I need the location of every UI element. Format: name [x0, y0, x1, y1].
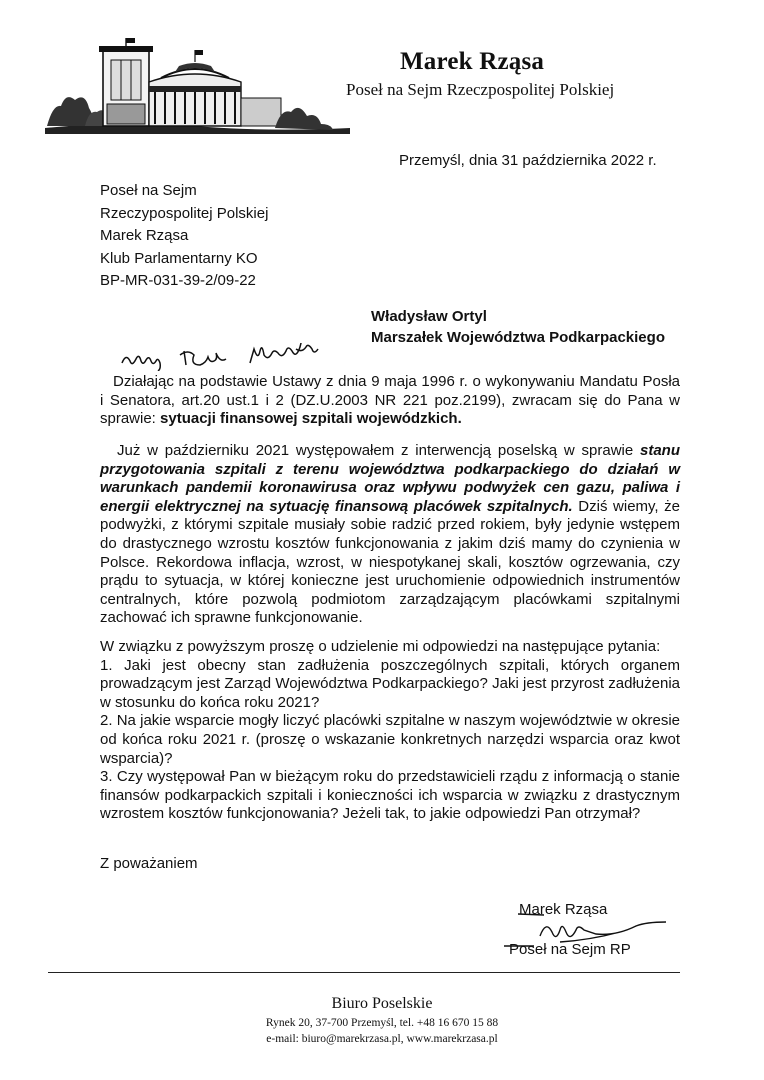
letter-date: Przemyśl, dnia 31 października 2022 r. — [399, 152, 657, 169]
signature-role: Poseł na Sejm RP — [509, 941, 631, 958]
paragraph-text: Dziś wiemy, że podwyżki, z którymi szpitale musiały sobie radzić przed rokiem, były jedynie wstępem do drastycznego wzrostu kosztów funkcjonowania z jakim dziś mamy do czynienia w Polsce. Rekordowa inflacja, wzrost, w niespotykanej skali, kosztów ogrzewania, czy prądu to sytuacja, w której konieczne jest uruchomienie odpowiednich instrumentów centralnych, które pozwolą podmiotom zarządzającym placówkami szpitalnymi zachować ich sprawne funkcjonowanie. — [100, 497, 680, 627]
recipient-title: Marszałek Województwa Podkarpackiego — [371, 329, 665, 346]
sejm-building-icon — [45, 36, 350, 134]
handwritten-greeting-icon — [118, 343, 358, 371]
sender-block — [100, 180, 268, 293]
questions-block — [100, 638, 680, 824]
question-item: 2. Na jakie wsparcie mogły liczyć placówki szpitalne w naszym województwie w okresie od końca roku 2021 r. (proszę o wskazanie konkretnych narzędzi wsparcia oraz kwot wsparcia)? — [100, 712, 680, 767]
footer-address: Rynek 20, 37-700 Przemyśl, tel. +48 16 670 15 88 — [265, 1017, 499, 1029]
emphasized-text: stanu przygotowania szpitali z terenu województwa podkarpackiego do działań w warunkach pandemii koronawirusa oraz wpływu podwyżek cen gazu, paliwa i energii elektrycznej na sytuację finansową placówek szpitalnych. — [100, 442, 680, 515]
handwritten-signature-icon — [500, 912, 670, 952]
recipient-name: Władysław Ortyl — [371, 308, 487, 325]
signature-name: Marek Rząsa — [519, 901, 608, 918]
paragraph-legal-basis — [100, 373, 680, 429]
question-item: 1. Jaki jest obecny stan zadłużenia poszczególnych szpitali, których organem prowadzącym jest Zarząd Województwa Podkarpackiego? Jaki jest przyrost zadłużenia w stosunku do końca roku 2021? — [100, 656, 680, 711]
footer-contact: e-mail: biuro@marekrzasa.pl, www.marekrzasa.pl — [266, 1033, 498, 1045]
paragraph-background — [100, 442, 680, 628]
sender-line: Marek Rząsa — [100, 227, 189, 244]
paragraph-text: Już w październiku 2021 występowałem z interwencją poselską w sprawie — [117, 442, 640, 459]
questions-intro: W związku z powyższym proszę o udzielenie mi odpowiedzi na następujące pytania: — [100, 638, 661, 655]
subject-text: sytuacji finansowej szpitali wojewódzkich. — [160, 410, 462, 428]
letterhead-role: Poseł na Sejm Rzeczpospolitej Polskiej — [346, 80, 615, 99]
recipient-block — [371, 306, 665, 348]
footer-divider — [48, 972, 680, 973]
paragraph-text: Działając na podstawie Ustawy z dnia 9 maja 1996 r. o wykonywaniu Mandatu Posła i Senatora, art.20 ust.1 i 2 (DZ.U.2003 NR 221 poz.2199), zwracam się do Pana w sprawie: — [100, 373, 680, 428]
question-item: 3. Czy występował Pan w bieżącym roku do przedstawicieli rządu z informacją o stanie finansów podkarpackich szpitali i konieczności ich wsparcia w związku z drastycznym wzrostem kosztów funkcjonowania? Jeżeli tak, to jakie odpowiedzi Pan otrzymał? — [100, 768, 680, 823]
sender-line: Klub Parlamentarny KO — [100, 249, 258, 267]
letterhead-name: Marek Rząsa — [400, 48, 545, 75]
reference-number: BP-MR-031-39-2/09-22 — [100, 272, 256, 289]
closing-text: Z poważaniem — [100, 855, 198, 872]
sender-line: Poseł na Sejm — [100, 182, 197, 199]
footer-office-title: Biuro Poselskie — [331, 995, 433, 1012]
sender-line: Rzeczypospolitej Polskiej — [100, 204, 269, 222]
